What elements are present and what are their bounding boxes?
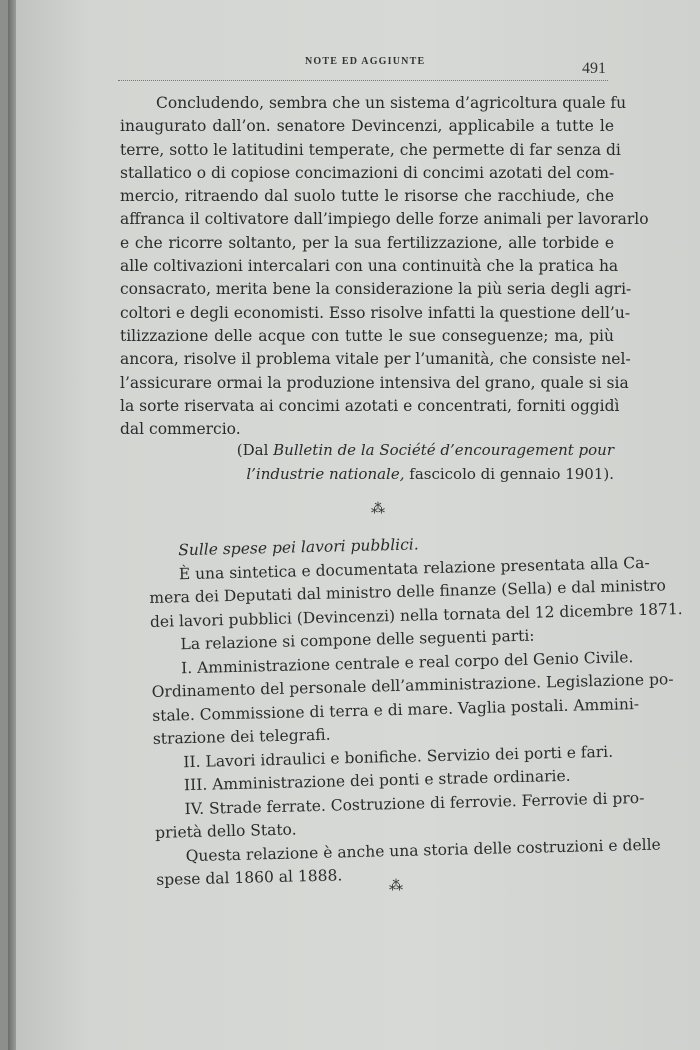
text-line: mera dei Deputati dal ministro delle finanze (Sella) e dal ministro (149, 576, 667, 607)
citation-prefix: (Dal (236, 441, 274, 459)
text-line: coltori e degli economisti. Esso risolve infatti la questione dell’u- (120, 303, 631, 322)
list-item: IV. Strade ferrate. Costruzione di ferrovie. Ferrovie di pro- (184, 788, 645, 818)
paragraph-conclusion (120, 92, 649, 441)
section-heading: Sulle spese pei lavori pubblici. (178, 535, 419, 560)
citation (158, 438, 614, 486)
text-line: È una sintetica e documentata relazione presentata alla Ca- (178, 553, 650, 583)
running-head (118, 50, 608, 81)
text-line: prietà dello Stato. (154, 820, 297, 842)
text-line: Concludendo, sembra che un sistema d’agricoltura quale fu (156, 94, 627, 112)
list-item: III. Amministrazione dei ponti e strade ordinarie. (183, 766, 571, 795)
text-line: stale. Commissione di terra e di mare. Vaglia postali. Ammini- (152, 694, 640, 725)
section-public-works (148, 528, 683, 892)
text-line: mercio, ritraendo dal suolo tutte le risorse che racchiude, che (120, 187, 614, 206)
asterism-divider: ⁂ (371, 501, 387, 517)
text-line: dal commercio. (120, 420, 241, 439)
text-line: tilizzazione delle acque con tutte le sue conseguenze; ma, più (120, 326, 614, 345)
list-item: II. Lavori idraulici e bonifiche. Servizio dei porti e fari. (183, 742, 614, 771)
list-item: I. Amministrazione centrale e real corpo del Genio Civile. (180, 647, 634, 677)
page-gutter (8, 0, 16, 1050)
text-line: terre, sotto le latitudini temperate, che permette di far senza di (120, 140, 621, 159)
text-line: dei lavori pubblici (Devincenzi) nella tornata del 12 dicembre 1871. (149, 599, 683, 631)
text-line: consacrato, merita bene la considerazione la più seria degli agri- (120, 280, 632, 299)
book-page (8, 0, 700, 1050)
text-line: La relazione si compone delle seguenti parti: (180, 626, 535, 654)
text-line: stallatico o di copiose concimazioni di concimi azotati del com- (120, 163, 615, 182)
citation-source-title: Bulletin de la Société d’encouragement pour (273, 441, 614, 459)
asterism-divider-bottom: ⁂ (389, 878, 405, 894)
citation-line-1 (158, 438, 614, 462)
running-title: NOTE ED AGGIUNTE (305, 56, 426, 67)
text-line: alle coltivazioni intercalari con una continuità che la pratica ha (120, 257, 619, 276)
text-line: ancora, risolve il problema vitale per l’umanità, che consiste nel- (120, 350, 631, 369)
text-line: spese dal 1860 al 1888. (156, 866, 343, 889)
text-line: affranca il coltivatore dall’impiego delle forze animali per lavorarlo (120, 210, 649, 229)
text-line: e che ricorre soltanto, per la sua fertilizzazione, alle torbide e (120, 233, 614, 252)
text-line: inaugurato dall’on. senatore Devincenzi, applicabile a tutte le (120, 117, 614, 136)
page-number: 491 (582, 60, 606, 77)
citation-suffix: fascicolo di gennaio 1901). (404, 465, 614, 483)
text-line: strazione dei telegrafi. (152, 725, 331, 748)
text-line: Questa relazione è anche una storia delle costruzioni e delle (185, 835, 661, 865)
text-line: Ordinamento del personale dell’amministrazione. Legislazione po- (151, 670, 674, 701)
text-line: la sorte riservata ai concimi azotati e concentrati, forniti oggidì (120, 396, 620, 415)
text-line: l’assicurare ormai la produzione intensiva del grano, quale si sia (120, 373, 629, 392)
citation-line-2 (158, 462, 614, 486)
citation-source-title-cont: l’industrie nationale, (246, 465, 405, 483)
